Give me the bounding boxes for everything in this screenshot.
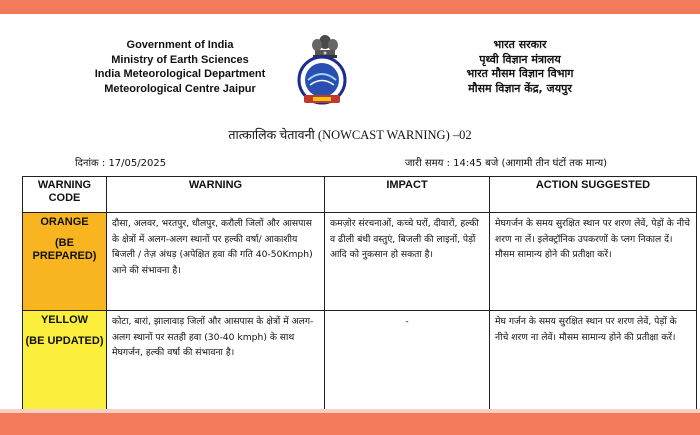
issue-date: दिनांक : 17/05/2025 [75, 158, 167, 169]
page-title: तात्कालिक चेतावनी (NOWCAST WARNING) –02 [228, 128, 472, 142]
table-row-orange [23, 213, 697, 311]
header-hindi [420, 38, 620, 96]
warning-code-label: YELLOW [40, 314, 89, 326]
header-hindi-line: मौसम विज्ञान केंद्र, जयपुर [468, 81, 572, 95]
column-header-warning-code: WARNING CODE [23, 177, 107, 213]
top-color-bar [0, 0, 700, 14]
issue-time: जारी समय : 14:45 बजे (आगामी तीन घंटों तक मान्य) [405, 158, 608, 169]
header-english-line: Government of India [126, 39, 234, 51]
warning-text: दौसा, अलवर, भरतपुर, धौलपुर, करौली जिलों और आसपास के क्षेत्रों में अलग-अलग स्थानों पर हल्की वर्षा/ आकाशीय बिजली / तेज़ अंधड़ (अपेक्षित हवा की गति 40-50Kmph) आने की संभावना है। [107, 213, 325, 311]
header-english-line: India Meteorological Department [94, 68, 266, 80]
impact-text: कमज़ोर संरचनाओं, कच्चे घरों, दीवारों, हल्की व ढीली बंधी वस्तुएं, बिजली की लाइनों, पेड़ों आदि को नुकसान हो सकता है। [325, 213, 490, 311]
warning-code-note: (BE PREPARED) [32, 237, 97, 262]
warning-code-cell [23, 311, 107, 410]
column-header-warning: WARNING [107, 177, 325, 213]
action-text: मेघगर्जन के समय सुरक्षित स्थान पर शरण लेवें, पेड़ों के नीचे शरण ना लें। इलेक्ट्रॉनिक उपकरणों के प्लग निकाल दें। मौसम सामान्य होने की प्रतीक्षा करें। [490, 213, 697, 311]
warning-code-cell [23, 213, 107, 311]
header-english-line: Meteorological Centre Jaipur [104, 82, 256, 95]
table-header-row [23, 177, 697, 213]
header-hindi-line: भारत सरकार [493, 38, 547, 51]
warning-table [22, 176, 697, 410]
action-text: मेघ गर्जन के समय सुरक्षित स्थान पर शरण लेवें, पेड़ों के नीचे शरण ना लेवें। मौसम सामान्य होने की प्रतीक्षा करें। [490, 311, 697, 410]
impact-text: - [325, 311, 490, 410]
table-row-yellow [23, 311, 697, 410]
header-english [80, 38, 280, 96]
column-header-action: ACTION SUGGESTED [490, 177, 697, 213]
warning-code-label: ORANGE [40, 216, 89, 228]
bottom-color-bar [0, 413, 700, 435]
header-english-line: Ministry of Earth Sciences [111, 53, 249, 66]
header-hindi-line: भारत मौसम विज्ञान विभाग [466, 67, 574, 80]
header-hindi-line: पृथ्वी विज्ञान मंत्रालय [479, 52, 561, 66]
warning-code-note: (BE UPDATED) [25, 335, 104, 347]
warning-text: कोटा, बारां, झालावाड़ जिलों और आसपास के क्षेत्रों में अलग-अलग स्थानों पर सतही हवा (30-40 kmph) के साथ मेघगर्जन, हल्की वर्षा की संभावना है। [107, 311, 325, 410]
column-header-impact: IMPACT [325, 177, 490, 213]
imd-logo-icon [296, 54, 348, 106]
